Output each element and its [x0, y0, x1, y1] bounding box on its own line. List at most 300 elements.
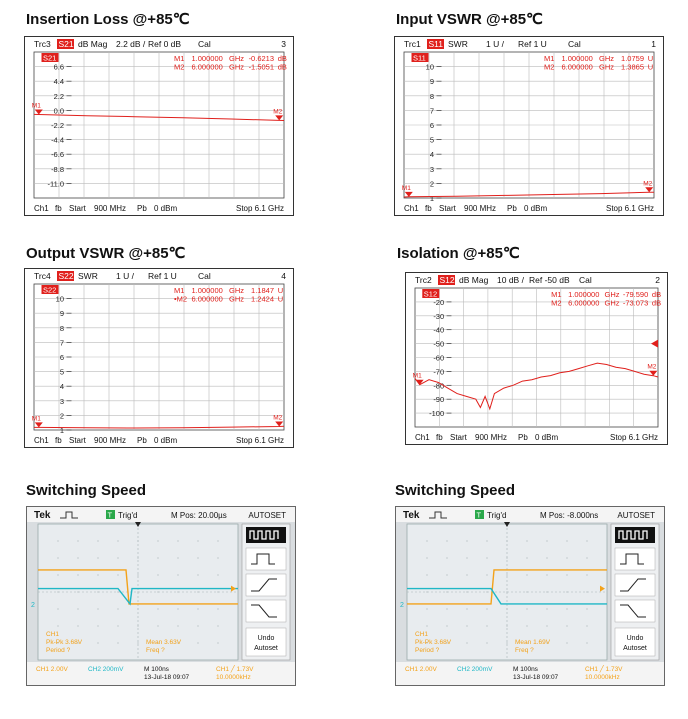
scale-label: 1 U /	[486, 39, 504, 49]
graticule-dot	[587, 575, 588, 576]
marker-freq-unit: GHz	[604, 290, 620, 299]
y-tick-label: 6.6	[53, 62, 64, 72]
graticule-dot	[527, 575, 528, 576]
graticule-dot	[467, 575, 468, 576]
status-date: 13-Jul-18 09:07	[513, 674, 559, 681]
graticule-dot	[178, 558, 179, 559]
graticule-dot	[218, 575, 219, 576]
status-rate: 10.0000kHz	[216, 674, 251, 681]
y-tick-label: -100	[429, 409, 445, 419]
status-timebase: M 100ns	[144, 666, 169, 673]
graticule-dot	[467, 626, 468, 627]
graticule-dot	[487, 643, 488, 644]
marker-freq: 6.000000	[191, 62, 223, 72]
graticule-dot	[487, 626, 488, 627]
vna-panel-input-vswr	[394, 10, 664, 215]
scale-label: 10 dB /	[497, 275, 524, 285]
footer-start: Start	[439, 204, 456, 213]
marker-freq: 6.000000	[568, 298, 600, 308]
status-ch2: CH2 200mV	[457, 666, 493, 673]
active-trace-label: S11	[413, 53, 426, 63]
graticule-dot	[547, 609, 548, 610]
graticule-dot	[118, 643, 119, 644]
format-label: dB Mag	[459, 275, 489, 285]
param-label: S12	[439, 275, 455, 285]
panel-title: Switching Speed	[26, 482, 147, 499]
y-tick-label: 2	[59, 411, 64, 421]
y-tick-label: -4.4	[51, 135, 64, 145]
marker-value-unit: U	[647, 62, 654, 72]
graticule-dot	[78, 558, 79, 559]
y-tick-label: 9	[429, 77, 434, 87]
ref-label: Ref 1 U	[148, 271, 177, 281]
marker-freq-unit: GHz	[599, 62, 614, 72]
graticule-dot	[427, 558, 428, 559]
footer-stop-value: 6.1 GHz	[624, 204, 654, 213]
panel-title: Isolation @+85℃	[397, 245, 520, 262]
graticule-dot	[98, 609, 99, 610]
marker-freq-unit: GHz	[229, 54, 244, 63]
y-tick-label: -11.0	[47, 179, 64, 189]
cal-label: Cal	[198, 271, 211, 281]
y-tick-label: -90	[433, 395, 445, 405]
graticule-dot	[98, 643, 99, 644]
marker-value-unit: dB	[651, 290, 662, 299]
mpos-readout: M Pos: -8.000ns	[540, 511, 599, 520]
graticule-dot	[118, 626, 119, 627]
graticule-dot	[447, 626, 448, 627]
footer-start: Start	[450, 433, 467, 442]
footer-stop-value: 6.1 GHz	[254, 436, 284, 445]
marker-freq-unit: GHz	[604, 298, 620, 308]
graticule-dot	[567, 626, 568, 627]
graticule-dot	[158, 541, 159, 542]
marker-value: 1.1847	[251, 286, 274, 295]
footer-power: 0 dBm	[154, 436, 178, 445]
marker-value: 1.3865	[621, 62, 644, 72]
readout-period: Period ?	[46, 647, 71, 654]
vna-panel-output-vswr	[24, 244, 294, 449]
marker-value-unit: dB	[651, 298, 662, 308]
vna-chart	[24, 268, 294, 448]
marker-freq: 6.000000	[191, 294, 223, 304]
format-label: dB Mag	[78, 39, 108, 49]
footer-channel: Ch1	[34, 204, 49, 213]
trace-label: Trc1	[404, 39, 421, 49]
marker-value-unit: U	[647, 54, 654, 63]
y-tick-label: 10	[55, 294, 64, 304]
marker-name: M2	[174, 62, 185, 72]
graticule-dot	[178, 541, 179, 542]
graticule-dot	[218, 626, 219, 627]
trig-badge-label: T	[107, 510, 113, 520]
y-tick-label: 5	[59, 367, 64, 377]
graticule-dot	[218, 643, 219, 644]
marker-name: M1	[551, 290, 562, 299]
graticule-dot	[527, 558, 528, 559]
footer-start: Start	[69, 204, 86, 213]
graticule-dot	[487, 575, 488, 576]
y-tick-label: 8	[59, 323, 64, 333]
y-tick-label: 8	[429, 91, 434, 101]
footer-stop-value: 6.1 GHz	[254, 204, 284, 213]
graticule-dot	[527, 626, 528, 627]
graticule-dot	[198, 643, 199, 644]
readout-mean: Mean 1.69V	[515, 639, 551, 646]
footer-power: 0 dBm	[524, 204, 548, 213]
graticule-dot	[178, 626, 179, 627]
status-ch1: CH1 2.00V	[405, 666, 437, 673]
graticule-dot	[467, 541, 468, 542]
readout-pkpk: Pk-Pk 3.68V	[46, 639, 83, 646]
graticule-dot	[527, 541, 528, 542]
marker-name: M1	[174, 286, 185, 295]
format-label: SWR	[448, 39, 468, 49]
graticule-dot	[178, 575, 179, 576]
footer-fb: fb	[55, 204, 62, 213]
graticule-dot	[567, 541, 568, 542]
marker-freq: 1.000000	[191, 286, 223, 295]
channel-number: 2	[655, 275, 660, 285]
y-tick-label: -60	[433, 353, 445, 363]
graticule-dot	[98, 558, 99, 559]
footer-power: 0 dBm	[154, 204, 178, 213]
graticule-dot	[447, 558, 448, 559]
marker-1-tag: M1	[412, 372, 422, 380]
panel-title: Switching Speed	[395, 482, 516, 499]
y-tick-label: 2.2	[53, 91, 64, 101]
graticule-dot	[587, 643, 588, 644]
footer-power: 0 dBm	[535, 433, 559, 442]
marker-1-tag: M1	[31, 102, 41, 110]
graticule-dot	[98, 541, 99, 542]
y-tick-label: -80	[433, 381, 445, 391]
marker-freq-unit: GHz	[229, 62, 244, 72]
active-trace-label: S12	[423, 289, 438, 299]
scope-screen	[26, 506, 296, 686]
graticule-dot	[547, 541, 548, 542]
graticule-dot	[567, 558, 568, 559]
active-trace-label: S22	[43, 285, 57, 295]
y-tick-label: 4.4	[53, 77, 64, 87]
footer-pb: Pb	[518, 433, 528, 442]
graticule-dot	[447, 575, 448, 576]
marker-1-tag: M1	[401, 184, 411, 192]
footer-pb: Pb	[137, 204, 147, 213]
graticule-dot	[547, 626, 548, 627]
y-tick-label: -30	[433, 311, 445, 321]
readout-freq: Freq ?	[515, 647, 534, 654]
format-label: SWR	[78, 271, 98, 281]
marker-freq: 6.000000	[561, 62, 593, 72]
marker-2-tag: M2	[273, 414, 283, 422]
graticule-dot	[138, 575, 139, 576]
y-tick-label: 4	[59, 382, 64, 392]
footer-start: Start	[69, 436, 86, 445]
readout-pkpk: Pk-Pk 3.68V	[415, 639, 452, 646]
graticule-dot	[587, 558, 588, 559]
footer-pb: Pb	[507, 204, 517, 213]
status-ch1: CH1 2.00V	[36, 666, 68, 673]
marker-value: -73.073	[622, 298, 649, 308]
footer-stop-value: 6.1 GHz	[628, 433, 658, 442]
graticule-dot	[198, 541, 199, 542]
y-tick-label: -8.8	[51, 164, 64, 174]
vna-chart	[24, 36, 294, 216]
graticule-dot	[547, 575, 548, 576]
marker-2-tag: M2	[647, 363, 657, 371]
graticule-dot	[587, 541, 588, 542]
channel-number: 1	[651, 39, 656, 49]
y-tick-label: -2.2	[51, 121, 64, 130]
marker-name: •M2	[174, 294, 188, 304]
graticule-dot	[158, 575, 159, 576]
marker-freq-unit: GHz	[229, 286, 244, 295]
menu-rising-edge	[615, 574, 655, 596]
readout-mean: Mean 3.63V	[146, 639, 182, 646]
graticule-dot	[78, 541, 79, 542]
graticule-dot	[58, 558, 59, 559]
y-tick-label: 7	[59, 338, 64, 348]
y-tick-label: 0.0	[53, 106, 64, 116]
graticule-dot	[178, 609, 179, 610]
graticule-dot	[587, 609, 588, 610]
y-tick-label: 1	[59, 426, 64, 435]
panel-title: Output VSWR @+85℃	[26, 245, 186, 262]
ch2-ground-marker: 2	[31, 601, 35, 609]
graticule-dot	[427, 541, 428, 542]
readout-freq: Freq ?	[146, 647, 165, 654]
autoset-label: Autoset	[623, 645, 647, 652]
marker-name: M2	[551, 298, 562, 308]
trace-label: Trc2	[415, 275, 432, 285]
autoset-label: Autoset	[254, 645, 278, 652]
marker-freq: 1.000000	[561, 54, 593, 63]
marker-2-tag: M2	[643, 180, 653, 188]
trig-status: Trig'd	[487, 511, 507, 520]
graticule-dot	[198, 609, 199, 610]
graticule-dot	[527, 609, 528, 610]
graticule-dot	[58, 609, 59, 610]
graticule-dot	[567, 575, 568, 576]
graticule-dot	[118, 609, 119, 610]
footer-stop: Stop	[236, 204, 253, 213]
graticule-dot	[218, 558, 219, 559]
footer-start-value: 900 MHz	[464, 204, 497, 213]
scale-label: 1 U /	[116, 271, 134, 281]
autoset-title: AUTOSET	[617, 511, 655, 520]
param-label: S11	[428, 39, 443, 49]
readout-period: Period ?	[415, 647, 440, 654]
graticule-dot	[58, 541, 59, 542]
channel-number: 3	[281, 39, 286, 49]
cal-label: Cal	[198, 39, 211, 49]
footer-channel: Ch1	[404, 204, 419, 213]
graticule-dot	[427, 626, 428, 627]
brand-label: Tek	[34, 510, 51, 521]
y-tick-label: 6	[59, 353, 64, 362]
footer-stop: Stop	[236, 436, 253, 445]
vna-panel-isolation	[397, 244, 667, 449]
ch2-ground-marker: 2	[400, 601, 404, 609]
marker-2-tag: M2	[273, 108, 283, 116]
marker-name: M1	[544, 54, 555, 63]
footer-stop: Stop	[606, 204, 623, 213]
readout-ch1: CH1	[415, 631, 429, 638]
marker-value-unit: U	[277, 294, 284, 304]
mpos-readout: M Pos: 20.00µs	[171, 511, 227, 520]
graticule-dot	[487, 609, 488, 610]
y-tick-label: -70	[433, 367, 445, 377]
channel-number: 4	[281, 271, 286, 281]
y-tick-label: 7	[429, 106, 434, 116]
marker-freq: 1.000000	[191, 54, 223, 63]
active-trace-label: S21	[43, 53, 57, 63]
undo-label: Undo	[257, 635, 275, 642]
y-tick-label: 2	[429, 179, 434, 189]
marker-freq: 1.000000	[568, 290, 600, 299]
ref-label: Ref 1 U	[518, 39, 547, 49]
footer-pb: Pb	[137, 436, 147, 445]
y-tick-label: 5	[429, 135, 434, 145]
menu-falling-edge	[615, 600, 655, 622]
graticule-dot	[467, 643, 468, 644]
status-date: 13-Jul-18 09:07	[144, 674, 190, 681]
graticule-dot	[218, 541, 219, 542]
ref-label: Ref 0 dB	[148, 39, 182, 49]
marker-name: M1	[174, 54, 185, 63]
marker-name: M2	[544, 62, 555, 72]
y-tick-label: -20	[433, 297, 445, 307]
y-tick-label: 3	[429, 164, 434, 174]
marker-1-tag: M1	[31, 415, 41, 423]
graticule-dot	[58, 575, 59, 576]
menu-single-cycle	[615, 548, 655, 570]
graticule-dot	[78, 626, 79, 627]
y-tick-label: -6.6	[51, 150, 64, 160]
graticule-dot	[447, 609, 448, 610]
status-ch2: CH2 200mV	[88, 666, 124, 673]
graticule-dot	[218, 609, 219, 610]
graticule-dot	[158, 609, 159, 610]
footer-start-value: 900 MHz	[475, 433, 508, 442]
marker-value-unit: dB	[277, 54, 287, 63]
marker-value-unit: U	[277, 286, 284, 295]
cal-label: Cal	[568, 39, 581, 49]
ref-label: Ref -50 dB	[529, 275, 570, 285]
graticule-dot	[158, 626, 159, 627]
graticule-dot	[118, 558, 119, 559]
param-label: S22	[58, 271, 74, 281]
y-tick-label: 6	[429, 121, 434, 130]
marker-value-unit: dB	[277, 62, 287, 72]
autoset-title: AUTOSET	[248, 511, 286, 520]
marker-freq-unit: GHz	[229, 294, 244, 304]
vna-panel-insertion-loss	[24, 10, 294, 215]
status-trigger: CH1 ╱ 1.73V	[585, 666, 623, 673]
graticule-dot	[467, 558, 468, 559]
graticule-dot	[567, 609, 568, 610]
marker-freq-unit: GHz	[599, 54, 614, 63]
menu-falling-edge	[246, 600, 286, 622]
y-tick-label: 10	[425, 62, 434, 72]
menu-single-cycle	[246, 548, 286, 570]
panel-title: Insertion Loss @+85℃	[26, 11, 190, 28]
graticule-dot	[198, 626, 199, 627]
vna-chart	[405, 272, 668, 445]
y-tick-label: 9	[59, 309, 64, 319]
marker-value: -0.6213	[248, 54, 274, 63]
status-rate: 10.0000kHz	[585, 674, 620, 681]
marker-value: 1.0759	[621, 54, 644, 63]
footer-start-value: 900 MHz	[94, 204, 127, 213]
panel-title: Input VSWR @+85℃	[396, 11, 543, 28]
scale-label: 2.2 dB /	[116, 39, 146, 49]
y-tick-label: -50	[433, 339, 445, 349]
scope-screen	[395, 506, 665, 686]
graticule-dot	[547, 558, 548, 559]
cal-label: Cal	[579, 275, 592, 285]
graticule-dot	[507, 643, 508, 644]
footer-fb: fb	[436, 433, 443, 442]
scope-panel-1	[26, 482, 296, 687]
trace-label: Trc3	[34, 39, 51, 49]
param-label: S21	[58, 39, 74, 49]
graticule-dot	[467, 609, 468, 610]
vna-chart	[394, 36, 664, 216]
undo-label: Undo	[626, 635, 644, 642]
trig-badge-label: T	[476, 510, 482, 520]
graticule-dot	[198, 558, 199, 559]
graticule-dot	[138, 643, 139, 644]
y-tick-label: 4	[429, 150, 434, 160]
menu-rising-edge	[246, 574, 286, 596]
brand-label: Tek	[403, 510, 420, 521]
graticule-dot	[98, 575, 99, 576]
graticule-dot	[587, 626, 588, 627]
graticule-dot	[98, 626, 99, 627]
graticule-dot	[487, 541, 488, 542]
graticule-dot	[427, 609, 428, 610]
footer-fb: fb	[425, 204, 432, 213]
y-tick-label: 3	[59, 396, 64, 406]
graticule-dot	[78, 575, 79, 576]
graticule-dot	[427, 575, 428, 576]
status-timebase: M 100ns	[513, 666, 538, 673]
trig-status: Trig'd	[118, 511, 138, 520]
graticule-dot	[118, 575, 119, 576]
marker-value: -1.5051	[248, 62, 274, 72]
scope-panel-2	[395, 482, 665, 687]
graticule-dot	[198, 575, 199, 576]
footer-stop: Stop	[610, 433, 627, 442]
graticule-dot	[78, 609, 79, 610]
graticule-dot	[567, 643, 568, 644]
graticule-dot	[487, 558, 488, 559]
y-tick-label: -40	[433, 325, 445, 335]
graticule-dot	[118, 541, 119, 542]
marker-value: -79.590	[622, 290, 649, 299]
status-trigger: CH1 ╱ 1.73V	[216, 666, 254, 673]
footer-start-value: 900 MHz	[94, 436, 127, 445]
y-tick-label: 1	[429, 194, 434, 203]
graticule-dot	[507, 575, 508, 576]
footer-channel: Ch1	[34, 436, 49, 445]
readout-ch1: CH1	[46, 631, 60, 638]
footer-fb: fb	[55, 436, 62, 445]
graticule-dot	[447, 541, 448, 542]
graticule-dot	[58, 626, 59, 627]
